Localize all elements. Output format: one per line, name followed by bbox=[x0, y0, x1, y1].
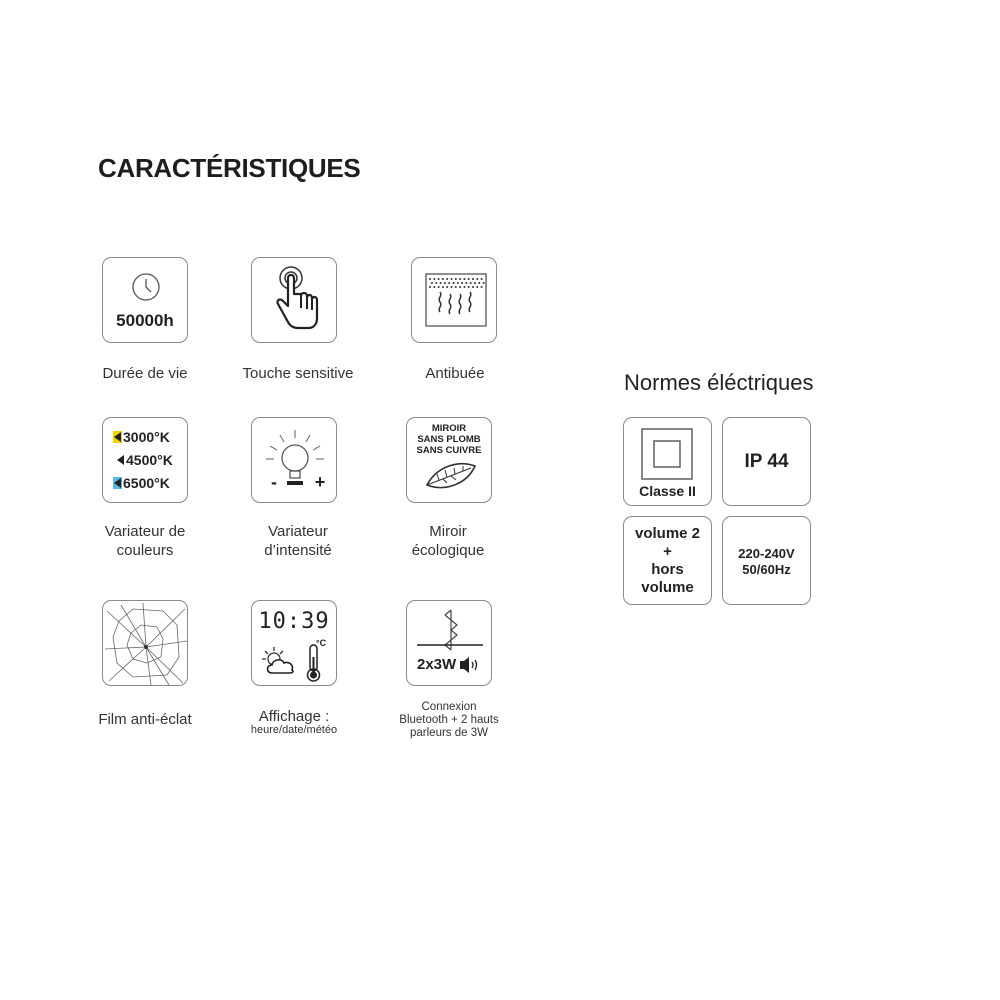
antifog-icon bbox=[412, 258, 498, 344]
dim-plus: + bbox=[314, 472, 326, 492]
dimmer-label: Variateur d’intensité bbox=[264, 523, 332, 559]
antifog-card bbox=[411, 257, 497, 343]
temp-4500: 4500°K bbox=[117, 452, 173, 468]
shatter-card bbox=[102, 600, 188, 686]
touch-label: Touche sensitive bbox=[242, 365, 354, 382]
eco-mirror-text: MIROIR SANS PLOMB SANS CUIVRE bbox=[416, 423, 482, 456]
ip-label: IP 44 bbox=[744, 451, 789, 472]
eco-mirror-label: Miroir écologique bbox=[411, 523, 485, 559]
classe-label: Classe II bbox=[639, 483, 696, 499]
shattered-glass-icon bbox=[103, 601, 189, 687]
celsius-unit: °C bbox=[316, 638, 327, 648]
voltage-label: 220-240V 50/60Hz bbox=[738, 546, 795, 577]
lifetime-value: 50000h bbox=[116, 311, 174, 330]
touch-card bbox=[251, 257, 337, 343]
lifetime-card bbox=[102, 257, 188, 343]
volume-label: volume 2 + hors volume bbox=[634, 525, 701, 596]
normes-title: Normes éléctriques bbox=[624, 370, 814, 395]
classe-card bbox=[623, 417, 712, 506]
temp-6500: 6500°K bbox=[113, 475, 170, 491]
shatter-label: Film anti-éclat bbox=[98, 711, 192, 728]
bluetooth-card bbox=[406, 600, 492, 686]
ip-card bbox=[722, 417, 811, 506]
warm-swatch bbox=[113, 431, 122, 443]
speaker-power: 2x3W bbox=[417, 656, 481, 673]
temp-3000: 3000°K bbox=[113, 429, 170, 445]
bluetooth-icon bbox=[407, 601, 493, 687]
color-temp-card bbox=[102, 417, 188, 503]
clock-readout: 10:39 bbox=[258, 609, 330, 634]
color-temp-label: Variateur de couleurs bbox=[104, 523, 186, 559]
dim-minus: - bbox=[271, 472, 277, 492]
clock-icon bbox=[103, 258, 189, 344]
bluetooth-label: Connexion Bluetooth + 2 hauts parleurs de 3W bbox=[399, 701, 499, 739]
speaker-icon bbox=[459, 657, 481, 673]
lifetime-label: Durée de vie bbox=[102, 365, 188, 382]
cool-swatch bbox=[113, 477, 122, 489]
leaf-icon bbox=[407, 418, 493, 504]
display-label: Affichage : heure/date/météo bbox=[250, 708, 338, 736]
volume-card bbox=[623, 516, 712, 605]
dimmer-card bbox=[251, 417, 337, 503]
touch-hand-icon bbox=[252, 258, 338, 344]
page-title: CARACTÉRISTIQUES bbox=[98, 153, 361, 183]
antifog-label: Antibuée bbox=[425, 365, 485, 382]
eco-mirror-card bbox=[406, 417, 492, 503]
display-card bbox=[251, 600, 337, 686]
voltage-card bbox=[722, 516, 811, 605]
